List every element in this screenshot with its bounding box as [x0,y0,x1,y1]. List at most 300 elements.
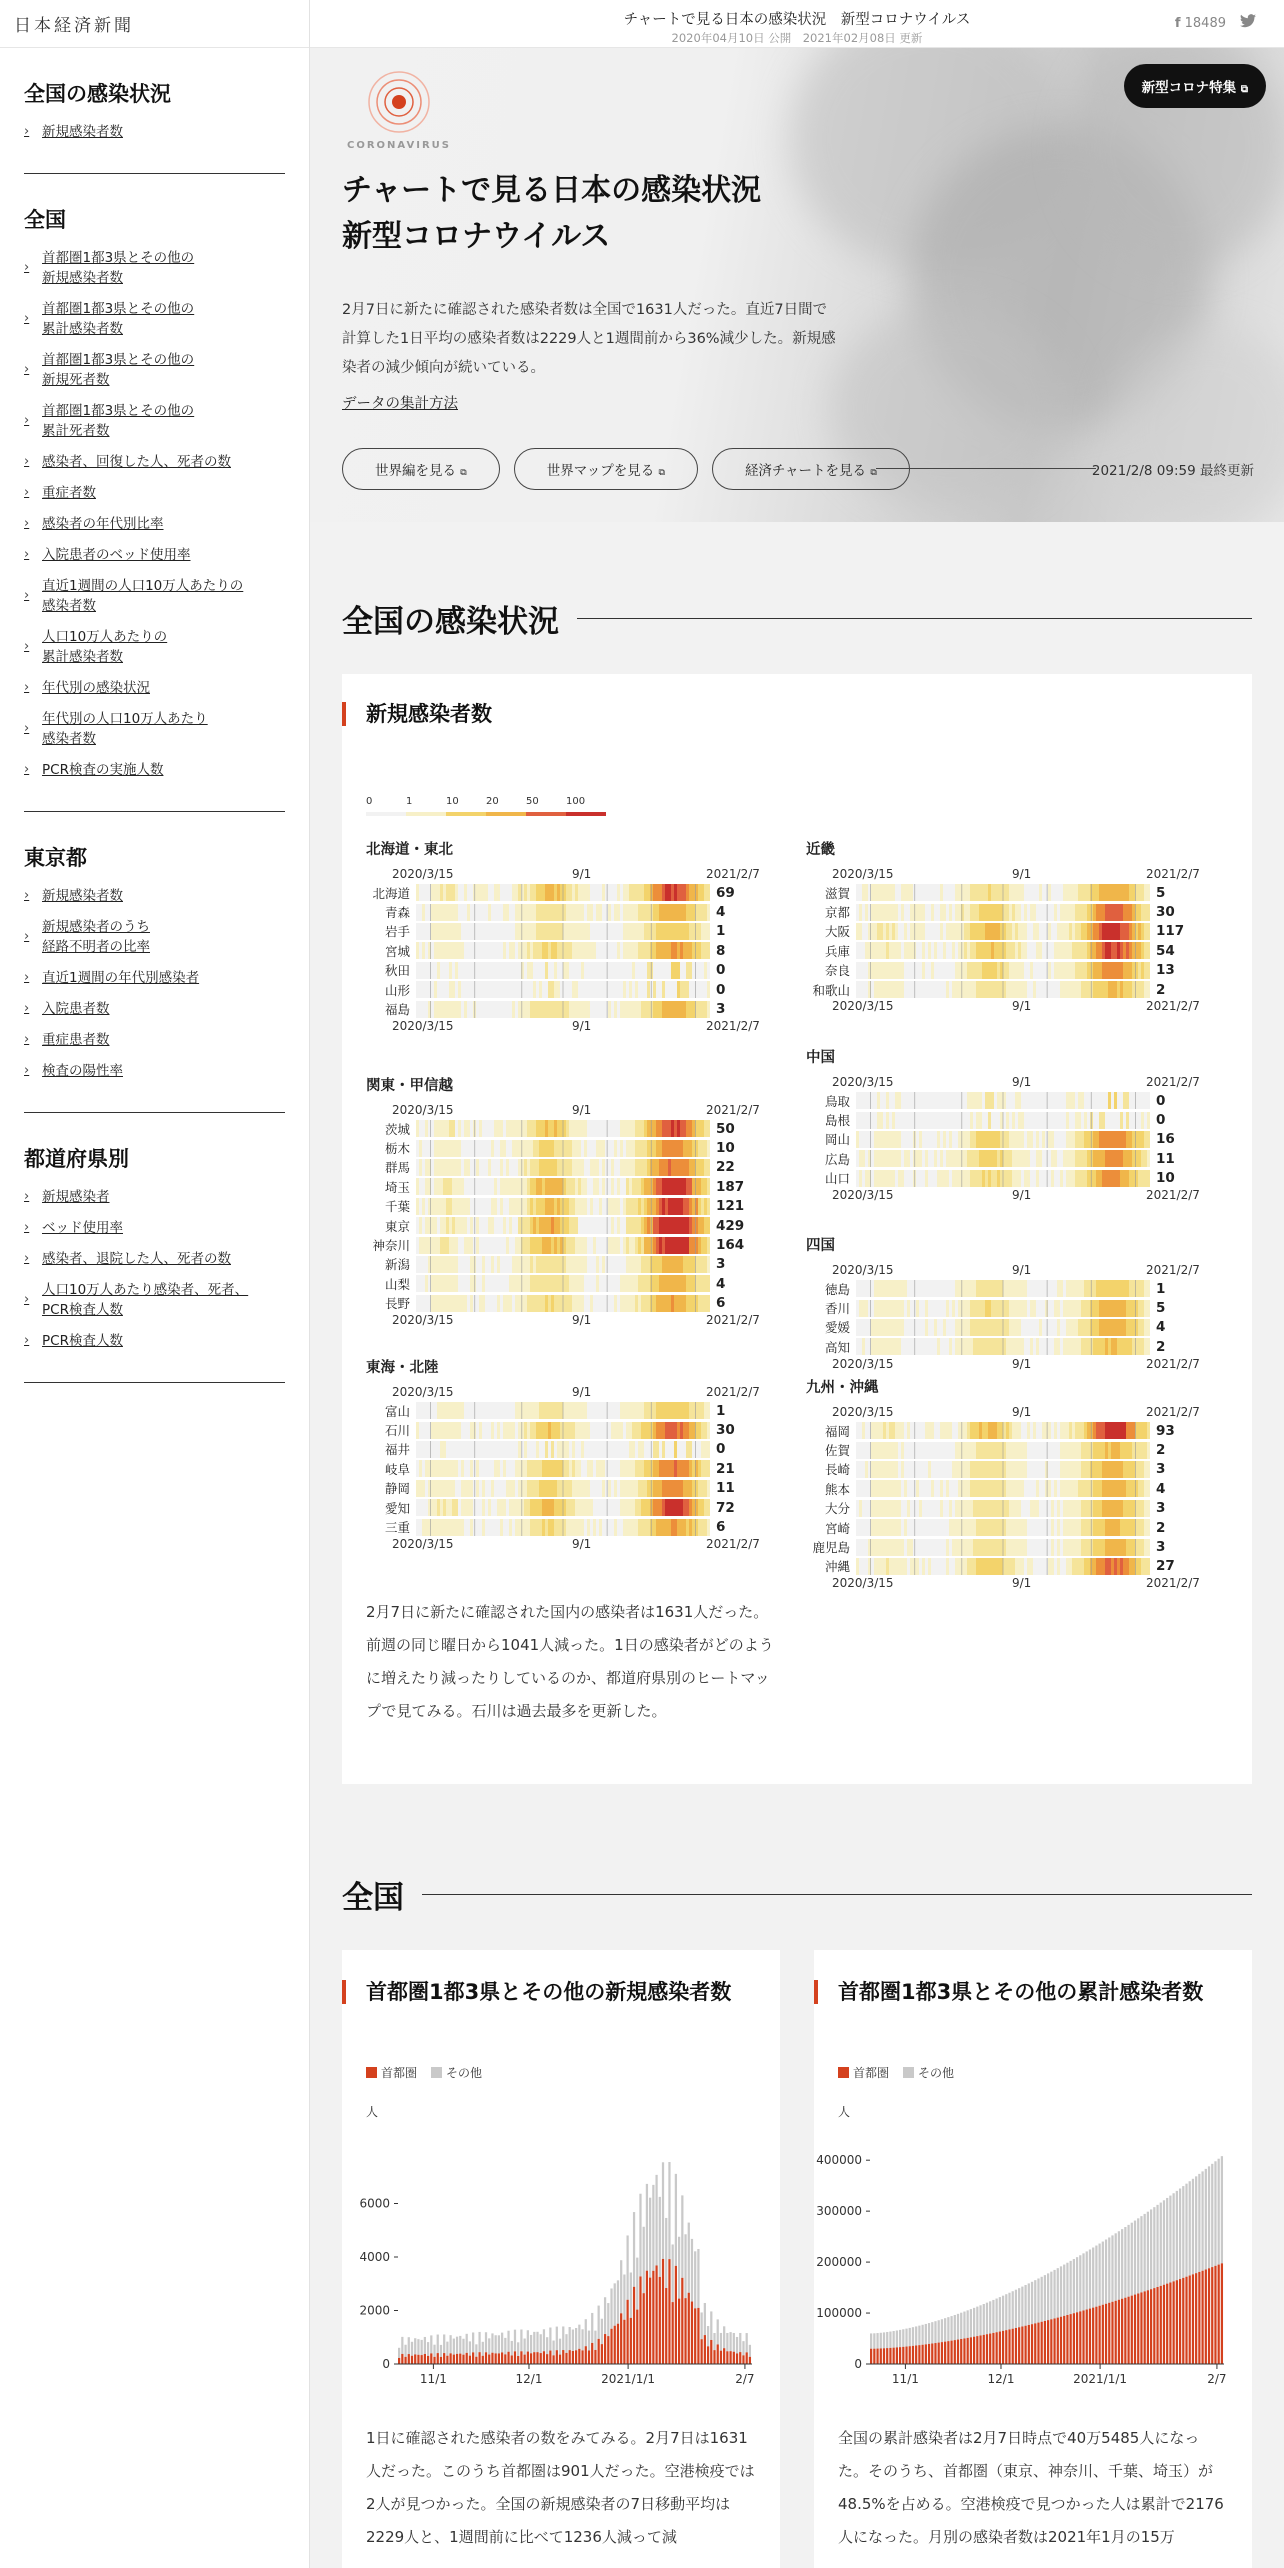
heatmap-cell [674,1441,677,1458]
heatmap-cell [952,1112,955,1129]
heatmap-cell [958,904,961,921]
heatmap-cell [1093,1422,1096,1439]
heatmap-cell [1072,1442,1075,1459]
heatmap-cell [536,1140,539,1157]
heatmap-cell [1132,1338,1135,1355]
heatmap-cell [461,942,464,959]
latest-value: 0 [716,962,726,979]
heatmap-cell [1099,1092,1102,1109]
heatmap-cell [569,1001,572,1018]
heatmap-cell [455,1120,458,1137]
sidebar-nav-item[interactable] [24,1280,285,1320]
heatmap-cell [1021,1480,1024,1497]
heatmap-cell [865,1092,868,1109]
heatmap-cell [1039,1280,1042,1297]
heatmap-cell [479,1422,482,1439]
heatmap-cell [988,962,991,979]
heatmap-cell [524,1460,527,1477]
heatmap-cell [605,1217,608,1234]
sidebar-nav-item[interactable] [24,401,285,441]
heatmap-cell [434,1198,437,1215]
sidebar-nav-item[interactable] [24,483,285,503]
sidebar-nav-item[interactable] [24,917,285,957]
heatmap-cell [1117,1300,1120,1317]
heatmap-cell [928,904,931,921]
heatmap-cell [488,1256,491,1273]
heatmap-cell [470,1519,473,1536]
heatmap-cell [590,923,593,940]
heatmap-cell [1030,1442,1033,1459]
heatmap-cell [970,1150,973,1167]
heatmap-cell [446,923,449,940]
heatmap-cell [976,981,979,998]
heatmap-cell [656,1519,659,1536]
heatmap-cell [665,1499,668,1516]
heatmap-cell [656,1480,659,1497]
heatmap-cell [1057,1170,1060,1187]
heatmap-cell [416,1460,419,1477]
heatmap-cell [1078,1422,1081,1439]
sidebar-nav-item-label: 検査の陽性率 [42,1063,123,1079]
heatmap-cell [503,923,506,940]
heatmap-axis-label: 2021/2/7 [706,1385,760,1399]
heatmap-cell [668,1480,671,1497]
heatmap-cell [533,1460,536,1477]
heatmap-axis [366,1536,760,1553]
sidebar-nav-item[interactable] [24,1030,285,1050]
heatmap-cell [659,1422,662,1439]
heatmap-cell [491,1198,494,1215]
heatmap-cell [605,1441,608,1458]
heatmap-cell [572,923,575,940]
heatmap-cell [614,1480,617,1497]
heatmap-cell [970,1480,973,1497]
heatmap-cell [581,1499,584,1516]
heatmap-cell [650,1159,653,1176]
heatmap-cell [976,1442,979,1459]
heatmap-cell [662,1275,665,1292]
sidebar-nav-item[interactable] [24,968,285,988]
heatmap-cell [862,1422,865,1439]
heatmap-cell [677,1001,680,1018]
heatmap-cell [677,1480,680,1497]
chevron-right-icon: › [24,1251,30,1266]
heatmap-cell [1078,923,1081,940]
heatmap-cell [467,1001,470,1018]
heatmap-cell [958,1131,961,1148]
heatmap-cell [859,923,862,940]
heatmap-cell [916,1150,919,1167]
heatmap-cell [1045,923,1048,940]
heatmap-cell [545,1519,548,1536]
heatmap-cell [557,1295,560,1312]
heatmap-cell [590,1120,593,1137]
heatmap-cell [614,1217,617,1234]
heatmap-cell [928,1150,931,1167]
heatmap-cell [955,1092,958,1109]
heatmap-cell [1042,904,1045,921]
sidebar-nav-item[interactable] [24,452,285,472]
heatmap-cell [1090,1500,1093,1517]
heatmap-cell [1024,942,1027,959]
heatmap-cell [422,1499,425,1516]
heatmap-cell [1057,942,1060,959]
heatmap-cell [1054,1300,1057,1317]
heatmap-cell [1120,1500,1123,1517]
sidebar-nav-item[interactable] [24,1331,285,1351]
heatmap-cell [910,884,913,901]
heatmap-cell [1060,1319,1063,1336]
heatmap-cell [1027,962,1030,979]
heatmap-cell [659,1001,662,1018]
heatmap-cell [1126,1300,1129,1317]
heatmap-cell [635,1198,638,1215]
data-method-link[interactable]: データの集計方法 [342,396,458,412]
sidebar-nav-item[interactable] [24,1187,285,1207]
sidebar-nav-item-label: 新規感染者 [42,1189,110,1205]
heatmap-cell [1090,1170,1093,1187]
heatmap-cell [1048,1319,1051,1336]
heatmap-cell [545,1460,548,1477]
sidebar-nav-item[interactable] [24,299,285,339]
heatmap-cell [1042,1280,1045,1297]
heatmap-cell [880,981,883,998]
heatmap-cell [1099,1480,1102,1497]
heatmap-cell [548,1140,551,1157]
heatmap-cell [958,1112,961,1129]
sidebar-nav-item[interactable] [24,886,285,906]
sidebar-nav-item[interactable] [24,709,285,749]
heatmap-cell [689,1237,692,1254]
heatmap-cell [530,1422,533,1439]
heatmap-cell [479,923,482,940]
heatmap-cell [623,1256,626,1273]
heatmap-row [366,922,750,941]
heatmap-cell [440,1198,443,1215]
heatmap-cell [1039,1319,1042,1336]
heatmap-cell [578,904,581,921]
heatmap-cell [659,1275,662,1292]
heatmap-cell [970,1442,973,1459]
heatmap-cell [692,981,695,998]
heatmap-cell [593,1120,596,1137]
heatmap-cell [620,1441,623,1458]
sidebar-nav-item[interactable] [24,760,285,780]
heatmap-cell [464,1159,467,1176]
heatmap-cell [961,981,964,998]
heatmap-cell [521,1159,524,1176]
heatmap-cell [590,1159,593,1176]
heatmap-cell [551,884,554,901]
heatmap-cell [1138,942,1141,959]
heatmap-cell [443,981,446,998]
heatmap-cell [928,923,931,940]
heatmap-cell [686,1460,689,1477]
heatmap-cell [620,1460,623,1477]
heatmap-cell [512,1441,515,1458]
heatmap-cell [1027,1280,1030,1297]
heatmap-cell [1036,1300,1039,1317]
heatmap-cell [1111,884,1114,901]
heatmap-cell [422,1519,425,1536]
heatmap-axis-label: 2020/3/15 [832,1263,894,1277]
heatmap-cell [1030,1319,1033,1336]
heatmap-cell [970,1300,973,1317]
heatmap-cell [910,1461,913,1478]
heatmap-cell [985,1092,988,1109]
heatmap-cell [629,1402,632,1419]
heatmap-cell [542,923,545,940]
facebook-share[interactable] [1175,16,1226,31]
heatmap-cell [707,1256,710,1273]
heatmap-cell [704,1217,707,1234]
heatmap-cell [1075,923,1078,940]
heatmap-axis-label: 2020/3/15 [832,1187,894,1202]
heatmap-cell [524,1275,527,1292]
heatmap-cell [689,1480,692,1497]
heatmap-cell [958,1338,961,1355]
heatmap-cell [650,884,653,901]
heatmap-cell [587,1499,590,1516]
heatmap-cell [479,981,482,998]
prefecture-name: 福岡 [824,1423,850,1439]
heatmap-cell [449,1422,452,1439]
heatmap-cell [997,962,1000,979]
heatmap-cell [665,1480,668,1497]
heatmap-cell [605,923,608,940]
heatmap-cell [584,1120,587,1137]
heatmap-cell [491,1422,494,1439]
heatmap-cell [952,1480,955,1497]
sidebar-nav-item[interactable] [24,248,285,288]
heatmap-cell [1114,1500,1117,1517]
special-feature-button[interactable] [1124,64,1266,108]
heatmap-cell [599,1140,602,1157]
heatmap-cell [862,1319,865,1336]
sidebar-nav-item[interactable] [24,576,285,616]
sidebar-nav-item[interactable] [24,1249,285,1269]
heatmap-cell [1084,1500,1087,1517]
heatmap-cell [626,1140,629,1157]
heatmap-cell [455,1001,458,1018]
heatmap-cell [632,1256,635,1273]
heatmap-cell [422,1402,425,1419]
heatmap-cell [991,1480,994,1497]
heatmap-cell [500,1295,503,1312]
heatmap-cell [1054,962,1057,979]
heatmap-cell [665,1120,668,1137]
heatmap-cell [1069,1461,1072,1478]
heatmap-cell [689,1140,692,1157]
heatmap-cell [1102,1280,1105,1297]
card-title: 新規感染者数 [342,702,492,726]
heatmap-cell [1084,981,1087,998]
heatmap-cell [934,1112,937,1129]
heatmap-cell [1036,923,1039,940]
heatmap-cell [880,923,883,940]
heatmap-cell [515,1001,518,1018]
heatmap-cell [919,981,922,998]
sidebar-nav-item[interactable] [24,545,285,565]
heatmap-cell [1033,1422,1036,1439]
heatmap-cell [1009,1480,1012,1497]
heatmap-cell [1123,1442,1126,1459]
sidebar-nav-item[interactable] [24,514,285,534]
heatmap-cell [449,1178,452,1195]
heatmap-cell [698,1441,701,1458]
heatmap-cell [440,1217,443,1234]
heatmap-cell [545,884,548,901]
sidebar-nav-item[interactable] [24,999,285,1019]
heatmap-cell [934,962,937,979]
heatmap-cell [542,1256,545,1273]
heatmap-cell [1066,1092,1069,1109]
heatmap-cell [485,1237,488,1254]
heatmap-cell [865,981,868,998]
heatmap-cell [1054,1150,1057,1167]
heatmap-cell [1132,942,1135,959]
heatmap-cell [425,904,428,921]
heatmap-cell [470,1295,473,1312]
heatmap-cell [1072,1480,1075,1497]
heatmap-cell [1075,1112,1078,1129]
heatmap-cell [698,1402,701,1419]
heatmap-cell [886,1150,889,1167]
heatmap-cell [1075,942,1078,959]
heatmap-cell [671,1499,674,1516]
sidebar-nav-item[interactable] [24,1061,285,1081]
heatmap-cell [1030,1338,1033,1355]
sidebar-nav-item-label: 入院患者数 [42,1001,110,1017]
heatmap-cell [1078,1092,1081,1109]
world-map-link-button[interactable] [514,448,698,490]
heatmap-cell [611,1140,614,1157]
heatmap-cell [581,1441,584,1458]
prefecture-name: 京都 [824,905,850,921]
heatmap-cell [551,1295,554,1312]
heatmap-cell [1060,981,1063,998]
sidebar-nav-item[interactable] [24,678,285,698]
heatmap-cell [683,1217,686,1234]
sidebar-nav-item[interactable] [24,350,285,390]
heatmap-row [366,1459,750,1478]
sidebar-nav-item[interactable] [24,627,285,667]
latest-value: 4 [716,1275,726,1292]
heatmap-cell [665,1159,668,1176]
heatmap-cell [461,923,464,940]
heatmap-cell [1024,1300,1027,1317]
heatmap-cell [656,884,659,901]
sidebar-nav-item[interactable] [24,1218,285,1238]
heatmap-cell [530,1480,533,1497]
heatmap-cell [1036,1112,1039,1129]
heatmap-cell [1015,1112,1018,1129]
heatmap-cell [581,1480,584,1497]
heatmap-cell [593,1460,596,1477]
heatmap-cell [425,1198,428,1215]
heatmap-cell [602,1295,605,1312]
economy-chart-link-button[interactable] [712,448,910,490]
sidebar-nav-item[interactable] [24,122,285,142]
heatmap-cell [1108,1480,1111,1497]
heatmap-cell [1075,1422,1078,1439]
heatmap-cell [901,962,904,979]
heatmap-cell [1015,1150,1018,1167]
heatmap-cell [542,1519,545,1536]
heatmap-cell [518,923,521,940]
heatmap-cell [689,1001,692,1018]
heatmap-cell [464,981,467,998]
heatmap-cell [623,1499,626,1516]
heatmap-cell [904,904,907,921]
heatmap-cell [683,904,686,921]
twitter-icon[interactable] [1240,14,1256,32]
heatmap-cell [1063,1319,1066,1336]
heatmap-cell [443,942,446,959]
heatmap-cell [485,1402,488,1419]
heatmap-cell [539,962,542,979]
heatmap-cell [1033,1092,1036,1109]
heatmap-cell [1015,1131,1018,1148]
heatmap-cell [1144,1319,1147,1336]
heatmap-cell [925,1131,928,1148]
heatmap-cell [587,962,590,979]
heatmap-strip [416,904,710,921]
world-link-button[interactable] [342,448,500,490]
heatmap-cell [1102,1319,1105,1336]
heatmap-cell [1081,923,1084,940]
heatmap-cell [1144,1170,1147,1187]
heatmap-cell [1018,1112,1021,1129]
heatmap-cell [539,1198,542,1215]
heatmap-cell [647,923,650,940]
heatmap-cell [1108,962,1111,979]
heatmap-cell [593,1256,596,1273]
heatmap-cell [910,1422,913,1439]
heatmap-cell [458,1275,461,1292]
heatmap-cell [536,1159,539,1176]
heatmap-cell [647,884,650,901]
heatmap-cell [629,1198,632,1215]
heatmap-cell [623,923,626,940]
heatmap-cell [1096,942,1099,959]
heatmap-cell [916,1319,919,1336]
heatmap-cell [904,942,907,959]
heatmap-cell [1093,1300,1096,1317]
heatmap-cell [1108,1170,1111,1187]
heatmap-cell [458,1001,461,1018]
heatmap-cell [590,1140,593,1157]
heatmap-cell [629,1120,632,1137]
heatmap-cell [1006,1422,1009,1439]
site-logo[interactable]: 日本経済新聞 [0,0,309,48]
heatmap-cell [686,1256,689,1273]
heatmap-cell [494,1441,497,1458]
heatmap-cell [907,1112,910,1129]
heatmap-cell [1054,1500,1057,1517]
heatmap-cell [569,962,572,979]
heatmap-cell [488,1120,491,1137]
heatmap-cell [949,923,952,940]
heatmap-cell [862,1480,865,1497]
heatmap-cell [440,1441,443,1458]
heatmap-cell [608,1441,611,1458]
heatmap-cell [638,1198,641,1215]
heatmap-cell [892,962,895,979]
heatmap-cell [964,1422,967,1439]
heatmap-cell [464,923,467,940]
heatmap-cell [883,884,886,901]
